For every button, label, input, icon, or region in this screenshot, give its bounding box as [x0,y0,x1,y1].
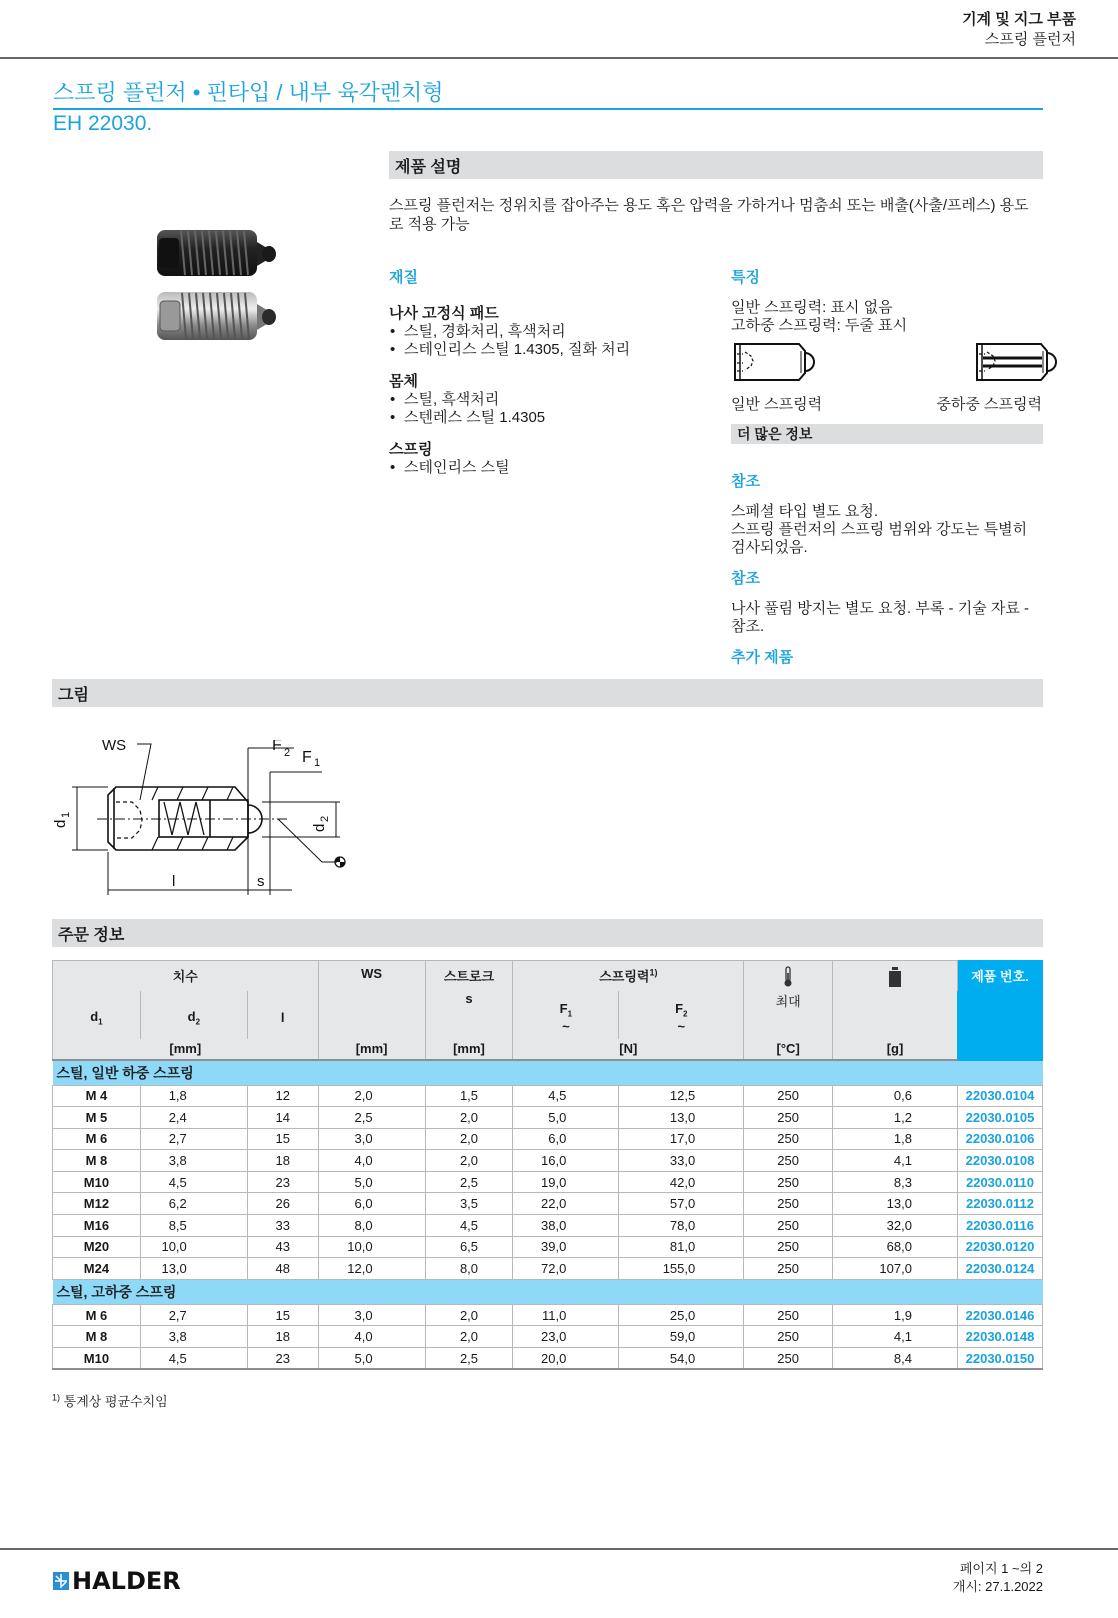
product-photo [155,228,280,346]
product-number-link[interactable]: 22030.0104 [957,1085,1042,1107]
cell-l: 33 [247,1215,318,1237]
svg-text:s: s [257,873,265,890]
cell-d1: M24 [53,1258,141,1280]
halder-logo-icon [53,1572,69,1590]
svg-text:1: 1 [60,811,72,818]
group-label: 스틸, 일반 하중 스프링 [53,1060,1043,1085]
product-number-link[interactable]: 22030.0150 [957,1348,1042,1370]
cell-d1: M 5 [53,1107,141,1129]
cell-ws: 12,0 [318,1258,425,1280]
cell-temp: 250 [744,1236,833,1258]
cell-stroke: 3,5 [425,1193,513,1215]
section-description-header: 제품 설명 [389,151,1043,179]
cell-d2: 2,4 [140,1107,247,1129]
cell-d2: 3,8 [140,1150,247,1172]
weight-icon [888,966,902,988]
col-stroke-symbol: s [425,991,513,1039]
cell-l: 48 [247,1258,318,1280]
cell-f2: 42,0 [619,1171,744,1193]
cell-ws: 5,0 [318,1171,425,1193]
note-heading: 참조 [731,570,760,587]
product-number-link[interactable]: 22030.0148 [957,1326,1042,1348]
unit-mm: [mm] [425,1039,513,1060]
col-ws-blank [318,991,425,1039]
page-title: 스프링 플런저 • 핀타입 / 내부 육각렌치형 [53,80,444,105]
cell-ws: 3,0 [318,1304,425,1326]
footnote: $^{1)}$ 통계상 평균수치임 [52,1392,168,1409]
cell-weight: 13,0 [833,1193,958,1215]
cell-d1: M16 [53,1215,141,1237]
table-row [53,1258,1043,1280]
cell-weight: 1,2 [833,1107,958,1129]
cell-f1: 4,5 [513,1085,619,1107]
list-item: • 스틸, 흑색처리 [389,391,719,409]
list-item: • 스틸, 경화처리, 흑색처리 [389,323,719,341]
cell-ws: 2,5 [318,1107,425,1129]
feature-line: 고하중 스프링력: 두줄 표시 [731,317,908,334]
order-table-body [53,1060,1043,1369]
table-row [53,1107,1043,1129]
svg-text:d: d [311,823,328,832]
svg-text:F: F [272,740,282,754]
cell-d1: M 4 [53,1085,141,1107]
cell-temp: 250 [744,1128,833,1150]
cell-d1: M10 [53,1171,141,1193]
material-list [389,391,719,427]
cell-d2: 10,0 [140,1236,247,1258]
note-text: 나사 풀림 방지는 별도 요청. 부록 - 기술 자료 - 참조. [731,600,1029,635]
cell-d2: 2,7 [140,1304,247,1326]
cell-stroke: 6,5 [425,1236,513,1258]
cell-l: 12 [247,1085,318,1107]
cell-f1: 5,0 [513,1107,619,1129]
heavy-spring-icon [973,341,1069,388]
cell-l: 18 [247,1326,318,1348]
section-order-header: 주문 정보 [52,919,1043,947]
product-number-link[interactable]: 22030.0120 [957,1236,1042,1258]
cell-d1: M20 [53,1236,141,1258]
unit-mm: [mm] [318,1039,425,1060]
cell-stroke: 1,5 [425,1085,513,1107]
cell-temp: 250 [744,1150,833,1172]
header-category: 기계 및 지그 부품 [962,11,1076,28]
cell-f2: 59,0 [619,1326,744,1348]
svg-text:F: F [302,749,312,766]
cell-temp: 250 [744,1215,833,1237]
product-number-link[interactable]: 22030.0105 [957,1107,1042,1129]
cell-ws: 2,0 [318,1085,425,1107]
cell-f2: 17,0 [619,1128,744,1150]
cell-l: 15 [247,1304,318,1326]
col-f1: $F_1$ ~ [513,991,619,1039]
col-l: l [247,991,318,1039]
cell-ws: 4,0 [318,1326,425,1348]
normal-spring-icon [731,341,827,388]
cell-temp: 250 [744,1304,833,1326]
cell-stroke: 2,0 [425,1150,513,1172]
thermometer-icon [783,966,793,988]
col-d2: $d_2$ [140,991,247,1039]
product-number-link[interactable]: 22030.0108 [957,1150,1042,1172]
cell-temp: 250 [744,1171,833,1193]
header-divider [0,57,1118,59]
ws-label: WS [102,740,127,754]
col-ws: WS [318,961,425,992]
material-heading: 재질 [389,269,418,286]
cell-weight: 8,4 [833,1348,958,1370]
cell-d1: M 8 [53,1150,141,1172]
cell-weight: 68,0 [833,1236,958,1258]
unit-c: [°C] [744,1039,833,1060]
material-group-title: 나사 고정식 패드 [389,305,499,322]
note-text: 스페셜 타입 별도 요청. [731,503,879,520]
cell-f2: 13,0 [619,1107,744,1129]
cell-f2: 25,0 [619,1304,744,1326]
normal-spring-label: 일반 스프링력 [731,396,823,413]
unit-mm: [mm] [53,1039,319,1060]
cell-f1: 6,0 [513,1128,619,1150]
heavy-spring-label: 중하중 스프링력 [936,396,1042,413]
col-d1: $d_1$ [53,991,141,1039]
cell-stroke: 2,0 [425,1107,513,1129]
title-divider [53,108,1043,110]
material-group-title: 몸체 [389,373,418,390]
col-group-dimensions: 치수 [53,961,319,992]
cell-l: 15 [247,1128,318,1150]
cell-d1: M 6 [53,1304,141,1326]
brand-name: HALDER [72,1567,181,1595]
cell-stroke: 8,0 [425,1258,513,1280]
table-row [53,1348,1043,1370]
list-item: • 스텐레스 스틸 1.4305 [389,409,719,427]
table-row [53,1193,1043,1215]
cell-temp: 250 [744,1258,833,1280]
product-number-link[interactable]: 22030.0110 [957,1171,1042,1193]
cell-f1: 16,0 [513,1150,619,1172]
product-number-link[interactable]: 22030.0106 [957,1128,1042,1150]
cell-stroke: 2,5 [425,1171,513,1193]
cell-f1: 38,0 [513,1215,619,1237]
cell-d2: 1,8 [140,1085,247,1107]
col-stroke: 스트로크 [425,961,513,992]
cell-f1: 72,0 [513,1258,619,1280]
cell-d2: 13,0 [140,1258,247,1280]
cell-l: 23 [247,1348,318,1370]
cell-stroke: 2,0 [425,1304,513,1326]
list-item: • 스테인리스 스틸 1.4305, 질화 처리 [389,341,719,359]
extra-products-heading: 추가 제품 [731,649,794,666]
cell-weight: 4,1 [833,1326,958,1348]
group-row [53,1060,1043,1085]
svg-text:d: d [52,819,69,828]
unit-g: [g] [833,1039,958,1060]
cell-weight: 4,1 [833,1150,958,1172]
cell-f1: 11,0 [513,1304,619,1326]
material-list [389,459,719,477]
cell-ws: 8,0 [318,1215,425,1237]
cell-l: 43 [247,1236,318,1258]
cell-l: 23 [247,1171,318,1193]
cell-f2: 81,0 [619,1236,744,1258]
cell-f2: 54,0 [619,1348,744,1370]
description-text: 스프링 플런저는 정위치를 잡아주는 용도 혹은 압력을 가하거나 멈춤쇠 또는 배출(사출/프레스) 용도로 적용 가능 [389,197,1029,233]
col-max: 최대 [744,991,833,1039]
table-row [53,1304,1043,1326]
material-section [389,266,719,477]
cell-stroke: 2,0 [425,1326,513,1348]
cell-ws: 3,0 [318,1128,425,1150]
cell-f2: 57,0 [619,1193,744,1215]
cell-d1: M 6 [53,1128,141,1150]
svg-text:1: 1 [314,757,321,769]
cell-stroke: 4,5 [425,1215,513,1237]
cell-weight: 0,6 [833,1085,958,1107]
table-row [53,1236,1043,1258]
material-group-title: 스프링 [389,441,433,458]
cell-f2: 78,0 [619,1215,744,1237]
cell-l: 14 [247,1107,318,1129]
table-row [53,1128,1043,1150]
cell-d2: 4,5 [140,1171,247,1193]
cell-f1: 20,0 [513,1348,619,1370]
cell-temp: 250 [744,1348,833,1370]
table-row [53,1326,1043,1348]
cell-l: 18 [247,1150,318,1172]
footer-meta [953,1560,1043,1596]
header-subcategory: 스프링 플런저 [984,31,1076,48]
cell-l: 26 [247,1193,318,1215]
section-more-info-header: 더 많은 정보 [731,424,1043,444]
cell-temp: 250 [744,1326,833,1348]
cell-d2: 4,5 [140,1348,247,1370]
feature-line: 일반 스프링력: 표시 없음 [731,299,893,316]
note-text: 스프링 플런저의 스프링 범위와 강도는 특별히 검사되었음. [731,521,1028,556]
cell-ws: 4,0 [318,1150,425,1172]
product-number-link[interactable]: 22030.0112 [957,1193,1042,1215]
cell-d1: M12 [53,1193,141,1215]
cell-weight: 107,0 [833,1258,958,1280]
cell-d1: M 8 [53,1326,141,1348]
order-table [52,960,1043,1370]
cell-d2: 2,7 [140,1128,247,1150]
features-heading: 특징 [731,269,760,286]
cell-f2: 33,0 [619,1150,744,1172]
col-f2: $F_2$ ~ [619,991,744,1039]
svg-text:2: 2 [319,815,331,822]
features-section [731,266,1043,335]
col-temperature [744,961,833,992]
cell-ws: 5,0 [318,1348,425,1370]
cell-weight: 8,3 [833,1171,958,1193]
cell-weight: 32,0 [833,1215,958,1237]
cell-d2: 3,8 [140,1326,247,1348]
note-heading: 참조 [731,473,760,490]
cell-stroke: 2,5 [425,1348,513,1370]
svg-text:2: 2 [284,747,291,759]
technical-drawing [52,740,362,925]
cell-temp: 250 [744,1193,833,1215]
cell-weight: 1,9 [833,1304,958,1326]
table-row [53,1171,1043,1193]
footer-divider [0,1548,1118,1550]
cell-temp: 250 [744,1107,833,1129]
page-indicator: 페이지 1 ~의 2 [959,1561,1043,1576]
col-weight-blank [833,991,958,1039]
group-label: 스틸, 고하중 스프링 [53,1279,1043,1304]
cell-f1: 22,0 [513,1193,619,1215]
section-figure-header: 그림 [52,679,1043,707]
svg-text:l: l [172,873,176,890]
cell-ws: 6,0 [318,1193,425,1215]
list-item: • 스테인리스 스틸 [389,459,719,477]
group-row [53,1279,1043,1304]
cell-ws: 10,0 [318,1236,425,1258]
cell-temp: 250 [744,1085,833,1107]
page-header [962,10,1076,50]
cell-stroke: 2,0 [425,1128,513,1150]
product-number-link[interactable]: 22030.0146 [957,1304,1042,1326]
table-row [53,1215,1043,1237]
cell-weight: 1,8 [833,1128,958,1150]
product-code: EH 22030. [53,112,153,135]
product-number-link[interactable]: 22030.0116 [957,1215,1042,1237]
cell-f1: 23,0 [513,1326,619,1348]
col-group-spring-force: 스프링력$^{1)}$ [513,961,744,992]
product-number-link[interactable]: 22030.0124 [957,1258,1042,1280]
cell-f2: 155,0 [619,1258,744,1280]
table-row [53,1085,1043,1107]
cell-f1: 19,0 [513,1171,619,1193]
halder-logo [53,1567,181,1595]
col-product-number: 제품 번호. [957,961,1042,1061]
issue-date: 개시: 27.1.2022 [952,1579,1043,1594]
unit-n: [N] [513,1039,744,1060]
cell-d1: M10 [53,1348,141,1370]
cell-d2: 6,2 [140,1193,247,1215]
cell-f1: 39,0 [513,1236,619,1258]
cell-f2: 12,5 [619,1085,744,1107]
cell-d2: 8,5 [140,1215,247,1237]
col-weight [833,961,958,992]
table-row [53,1150,1043,1172]
more-info-section [731,470,1043,697]
material-list [389,323,719,359]
